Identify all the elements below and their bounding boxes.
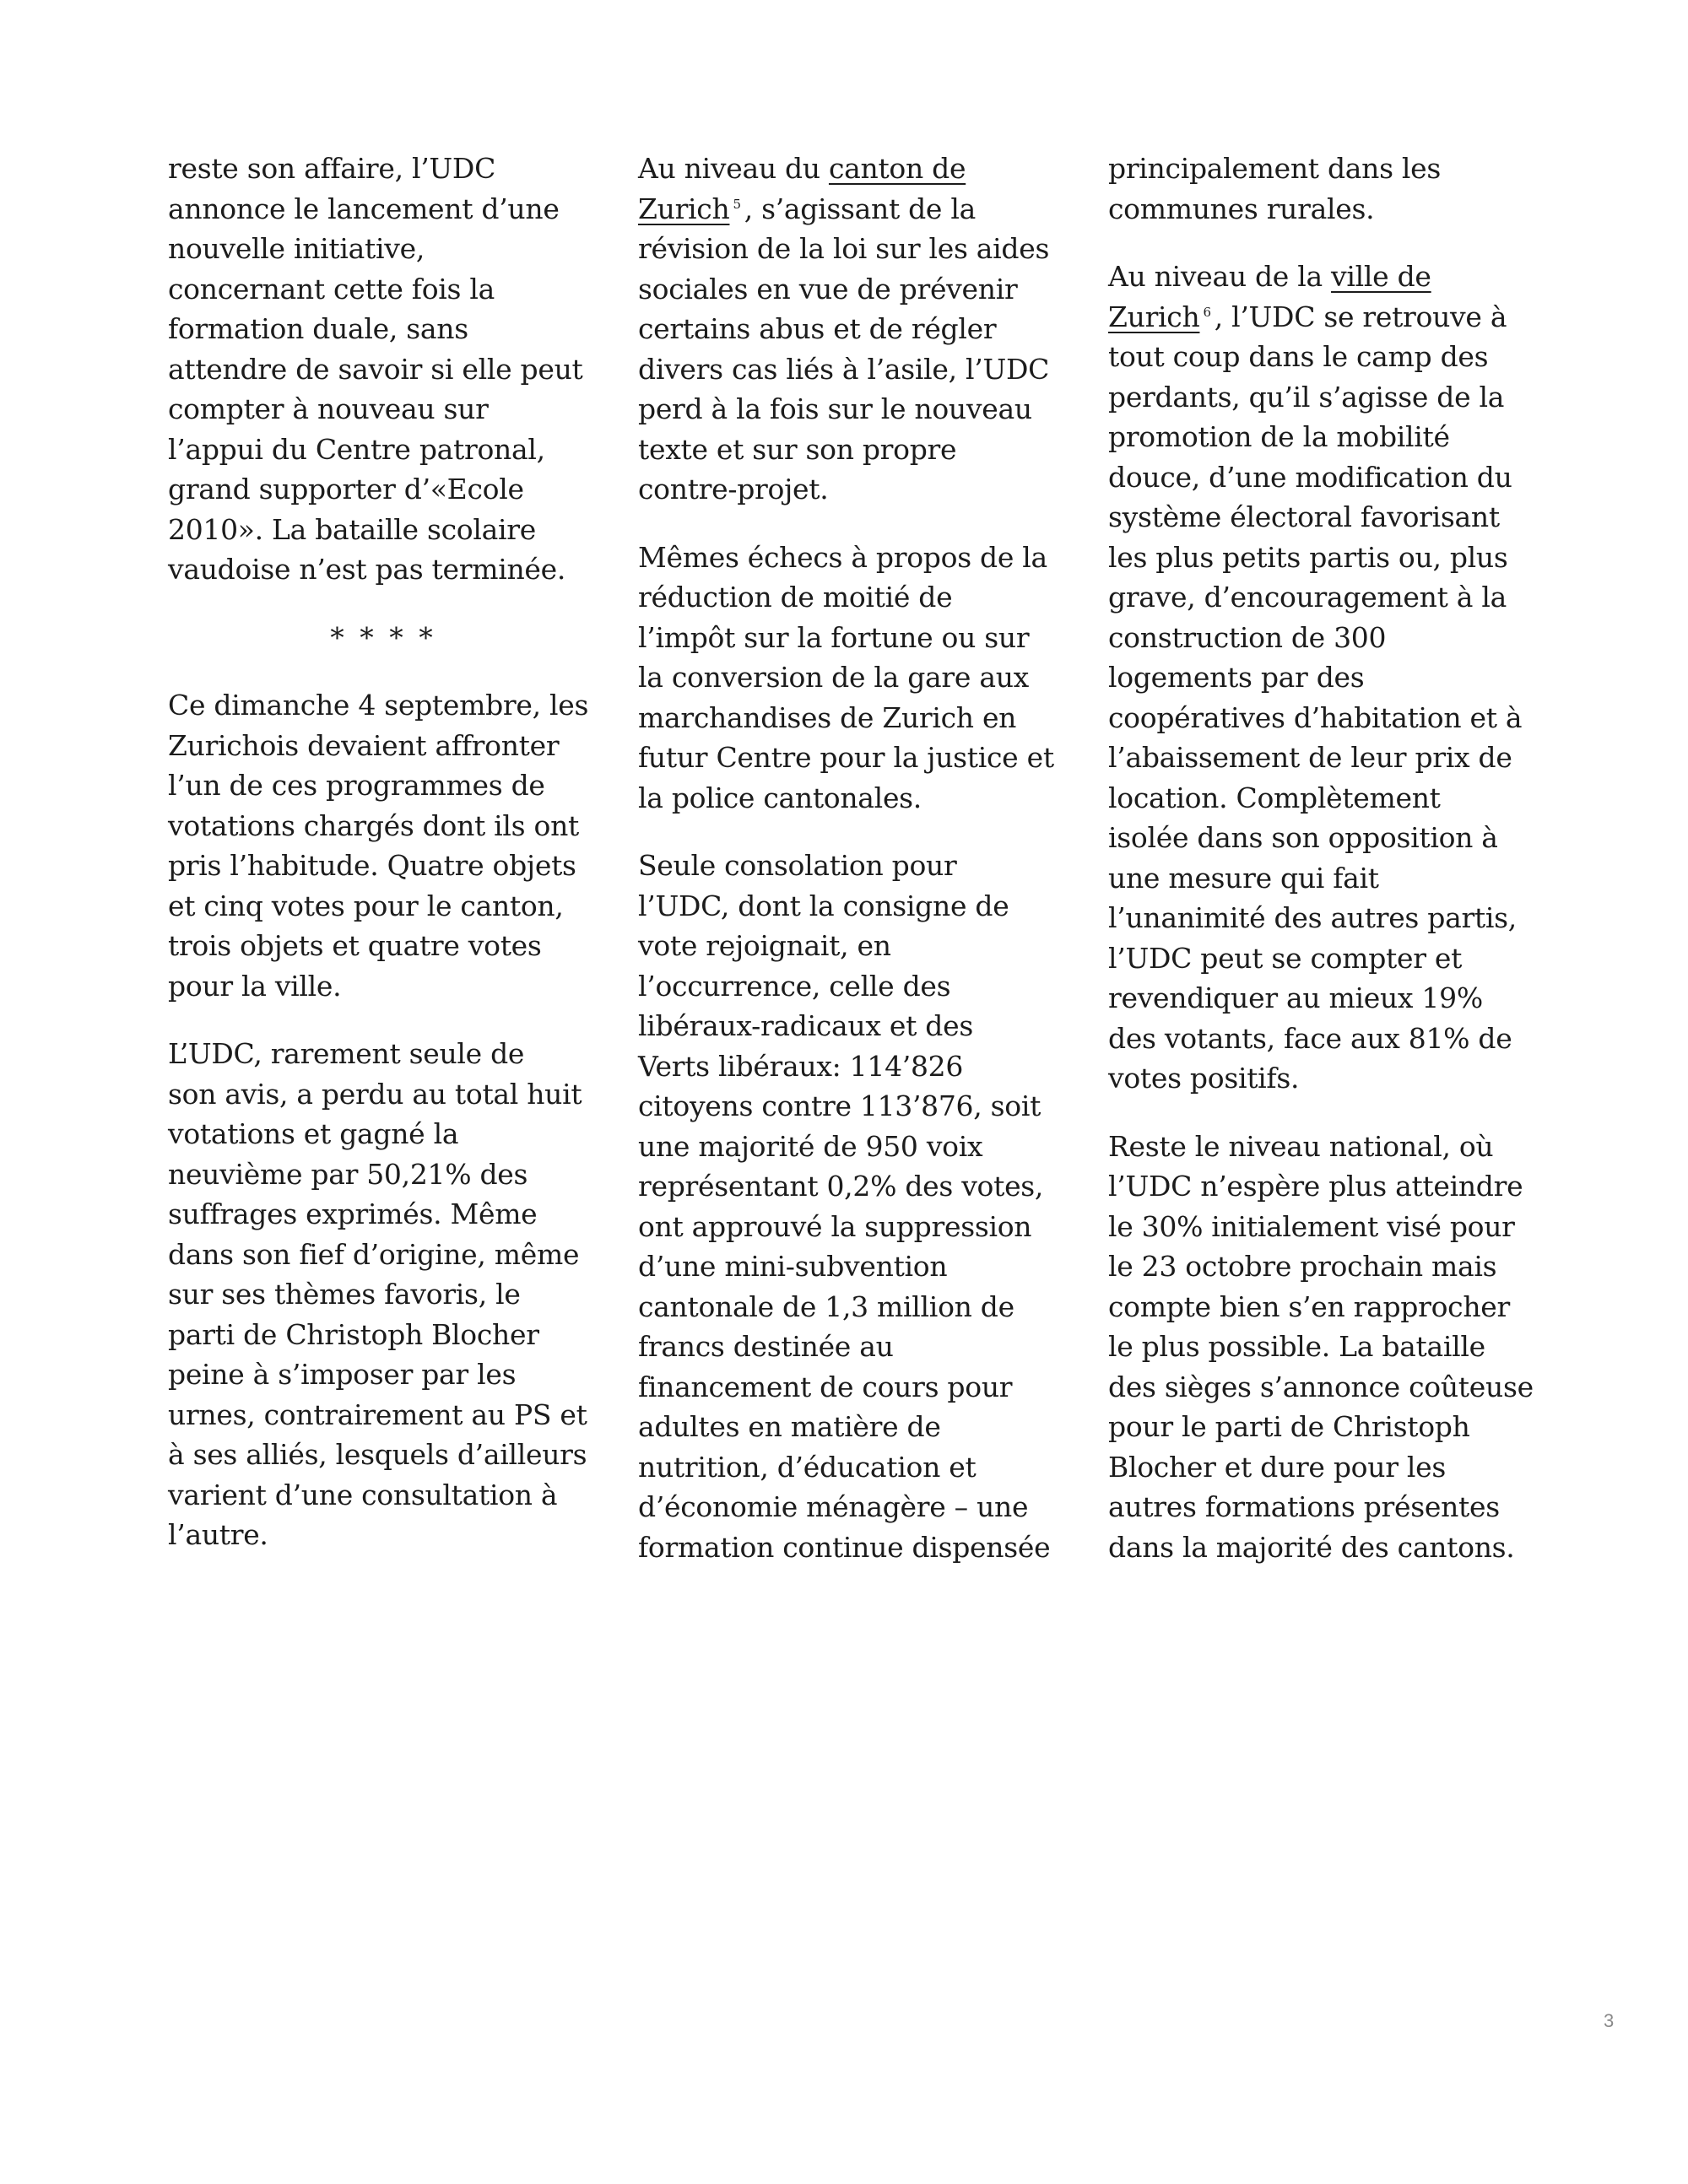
text-line: varient d’une consultation à bbox=[168, 1478, 558, 1511]
text-line: contre-projet. bbox=[638, 473, 829, 505]
text-line: vaudoise n’est pas terminée. bbox=[168, 553, 566, 586]
text-line: l’autre. bbox=[168, 1518, 268, 1551]
text-line: grave, d’encouragement à la bbox=[1108, 581, 1507, 614]
text-line: suffrages exprimés. Même bbox=[168, 1197, 538, 1230]
text-line: votations chargés dont ils ont bbox=[168, 808, 579, 842]
text-column-3 bbox=[1108, 149, 1539, 1595]
text-line: attendre de savoir si elle peut bbox=[168, 352, 583, 386]
text-line: pour la ville. bbox=[168, 969, 342, 1003]
text-line: vote rejoignait, en bbox=[638, 929, 891, 962]
text-line bbox=[1108, 257, 1539, 297]
text-line: futur Centre pour la justice et bbox=[638, 741, 1054, 774]
text-line: l’abaissement de leur prix de bbox=[1108, 741, 1512, 774]
text-line: l’occurrence, celle des bbox=[638, 969, 951, 1003]
text-line: neuvième par 50,21% des bbox=[168, 1157, 528, 1191]
text-line: réduction de moitié de bbox=[638, 581, 953, 614]
text-line: Reste le niveau national, où bbox=[1108, 1129, 1494, 1163]
text-line: l’un de ces programmes de bbox=[168, 769, 545, 802]
text-line: révision de la loi sur les aides bbox=[638, 232, 1050, 265]
text-line: d’une mini-subvention bbox=[638, 1250, 948, 1283]
text-line: la police cantonales. bbox=[638, 781, 922, 814]
text-line: principalement dans les bbox=[1108, 152, 1442, 185]
text-line: parti de Christoph Blocher bbox=[168, 1317, 539, 1351]
text-line: grand supporter d’«Ecole bbox=[168, 473, 524, 505]
text-fragment: Au niveau de la bbox=[1108, 260, 1332, 293]
text-line: francs destinée au bbox=[638, 1330, 894, 1363]
text-line: l’UDC peut se compter et bbox=[1108, 941, 1463, 975]
text-line: l’appui du Centre patronal, bbox=[168, 432, 545, 466]
text-line: nouvelle initiative, bbox=[168, 232, 425, 265]
text-line: nutrition, d’éducation et bbox=[638, 1450, 977, 1484]
text-line: pris l’habitude. Quatre objets bbox=[168, 849, 576, 882]
text-line: logements par des bbox=[1108, 661, 1365, 694]
text-line: formation continue dispensée bbox=[638, 1530, 1051, 1564]
text-line: représentant 0,2% des votes, bbox=[638, 1170, 1044, 1203]
text-line: cantonale de 1,3 million de bbox=[638, 1289, 1014, 1323]
text-line: Blocher et dure pour les bbox=[1108, 1450, 1446, 1484]
text-line: tout coup dans le camp des bbox=[1108, 340, 1489, 373]
text-line: une mesure qui fait bbox=[1108, 861, 1379, 895]
text-line: location. Complètement bbox=[1108, 781, 1441, 814]
text-line: les plus petits partis ou, plus bbox=[1108, 540, 1508, 574]
text-line: sur ses thèmes favoris, le bbox=[168, 1278, 521, 1311]
text-line: une majorité de 950 voix bbox=[638, 1129, 983, 1163]
text-line: construction de 300 bbox=[1108, 620, 1387, 654]
text-line bbox=[638, 149, 1069, 189]
text-line: votes positifs. bbox=[1108, 1062, 1300, 1095]
footnote-marker[interactable]: 6 bbox=[1203, 304, 1211, 320]
text-line: d’économie ménagère – une bbox=[638, 1490, 1029, 1523]
paragraph bbox=[168, 685, 598, 1006]
text-line: l’impôt sur la fortune ou sur bbox=[638, 620, 1030, 654]
text-line: le 30% initialement visé pour bbox=[1108, 1209, 1515, 1243]
text-line: système électoral favorisant bbox=[1108, 500, 1500, 533]
text-line: Mêmes échecs à propos de la bbox=[638, 540, 1047, 574]
text-line: texte et sur son propre bbox=[638, 432, 957, 466]
text-line: trois objets et quatre votes bbox=[168, 929, 542, 962]
page-number: 3 bbox=[1604, 2010, 1615, 2031]
text-line: votations et gagné la bbox=[168, 1117, 459, 1150]
text-line: citoyens contre 113’876, soit bbox=[638, 1089, 1041, 1122]
text-line: l’UDC n’espère plus atteindre bbox=[1108, 1170, 1523, 1203]
text-line: Zurichois devaient affronter bbox=[168, 728, 560, 762]
text-line: financement de cours pour bbox=[638, 1370, 1013, 1403]
paragraph bbox=[168, 1034, 598, 1555]
text-line: formation duale, sans bbox=[168, 312, 468, 345]
text-line: à ses alliés, lesquels d’ailleurs bbox=[168, 1438, 587, 1471]
text-fragment: , s’agissant de la bbox=[744, 192, 976, 225]
text-fragment: , l’UDC se retrouve à bbox=[1214, 300, 1507, 333]
text-line: des sièges s’annonce coûteuse bbox=[1108, 1370, 1534, 1403]
paragraph bbox=[1108, 257, 1539, 1099]
text-line: communes rurales. bbox=[1108, 192, 1375, 225]
text-line: peine à s’imposer par les bbox=[168, 1358, 517, 1391]
text-line: perd à la fois sur le nouveau bbox=[638, 392, 1032, 425]
text-line: certains abus et de régler bbox=[638, 312, 997, 345]
section-separator: * * * * bbox=[330, 620, 436, 654]
paragraph bbox=[638, 149, 1069, 510]
text-fragment: Au niveau du bbox=[638, 152, 829, 185]
text-line: adultes en matière de bbox=[638, 1410, 941, 1443]
text-column-1 bbox=[168, 149, 598, 1583]
text-line: annonce le lancement d’une bbox=[168, 192, 560, 225]
text-line: dans son fief d’origine, même bbox=[168, 1237, 580, 1271]
text-line: ont approuvé la suppression bbox=[638, 1209, 1032, 1243]
paragraph bbox=[168, 149, 598, 590]
text-line: isolée dans son opposition à bbox=[1108, 821, 1498, 854]
text-line: le 23 octobre prochain mais bbox=[1108, 1250, 1497, 1283]
text-line: et cinq votes pour le canton, bbox=[168, 889, 564, 922]
text-line: des votants, face aux 81% de bbox=[1108, 1021, 1512, 1055]
text-line: pour le parti de Christoph bbox=[1108, 1410, 1470, 1443]
paragraph bbox=[638, 538, 1069, 819]
text-column-2 bbox=[638, 149, 1069, 1595]
paragraph bbox=[1108, 149, 1539, 229]
text-line: la conversion de la gare aux bbox=[638, 661, 1029, 694]
text-line bbox=[638, 189, 1069, 230]
text-line: libéraux-radicaux et des bbox=[638, 1009, 973, 1042]
text-line: douce, d’une modification du bbox=[1108, 460, 1512, 494]
canton-de-zurich-link[interactable]: canton de bbox=[828, 152, 966, 185]
canton-de-zurich-link-continued[interactable]: Zurich bbox=[638, 192, 730, 225]
text-line: son avis, a perdu au total huit bbox=[168, 1077, 582, 1111]
text-line: divers cas liés à l’asile, l’UDC bbox=[638, 352, 1050, 386]
paragraph bbox=[638, 846, 1069, 1567]
ville-de-zurich-link[interactable]: ville de bbox=[1331, 260, 1431, 293]
text-line: marchandises de Zurich en bbox=[638, 700, 1017, 734]
text-line: Verts libéraux: 114’826 bbox=[638, 1049, 964, 1083]
text-line: l’unanimité des autres partis, bbox=[1108, 901, 1517, 934]
text-line: urnes, contrairement au PS et bbox=[168, 1397, 587, 1431]
text-line: revendiquer au mieux 19% bbox=[1108, 981, 1483, 1014]
text-line: 2010». La bataille scolaire bbox=[168, 512, 536, 546]
text-line: coopératives d’habitation et à bbox=[1108, 700, 1523, 734]
text-line: L’UDC, rarement seule de bbox=[168, 1037, 525, 1070]
text-line: sociales en vue de prévenir bbox=[638, 272, 1018, 305]
text-line: dans la majorité des cantons. bbox=[1108, 1530, 1515, 1564]
text-line: compte bien s’en rapprocher bbox=[1108, 1289, 1510, 1323]
text-line: l’UDC, dont la consigne de bbox=[638, 889, 1009, 922]
text-line: promotion de la mobilité bbox=[1108, 420, 1450, 453]
text-line: le plus possible. La bataille bbox=[1108, 1330, 1485, 1363]
text-line: perdants, qu’il s’agisse de la bbox=[1108, 380, 1505, 414]
text-line: reste son affaire, l’UDC bbox=[168, 152, 496, 185]
paragraph bbox=[1108, 1127, 1539, 1568]
ville-de-zurich-link-continued[interactable]: Zurich bbox=[1108, 300, 1200, 333]
text-line: concernant cette fois la bbox=[168, 272, 495, 305]
text-line: Seule consolation pour bbox=[638, 849, 957, 882]
text-line: compter à nouveau sur bbox=[168, 392, 489, 425]
text-line bbox=[1108, 297, 1539, 338]
footnote-marker[interactable]: 5 bbox=[733, 196, 741, 212]
text-line: Ce dimanche 4 septembre, les bbox=[168, 689, 589, 722]
text-line: autres formations présentes bbox=[1108, 1490, 1500, 1523]
